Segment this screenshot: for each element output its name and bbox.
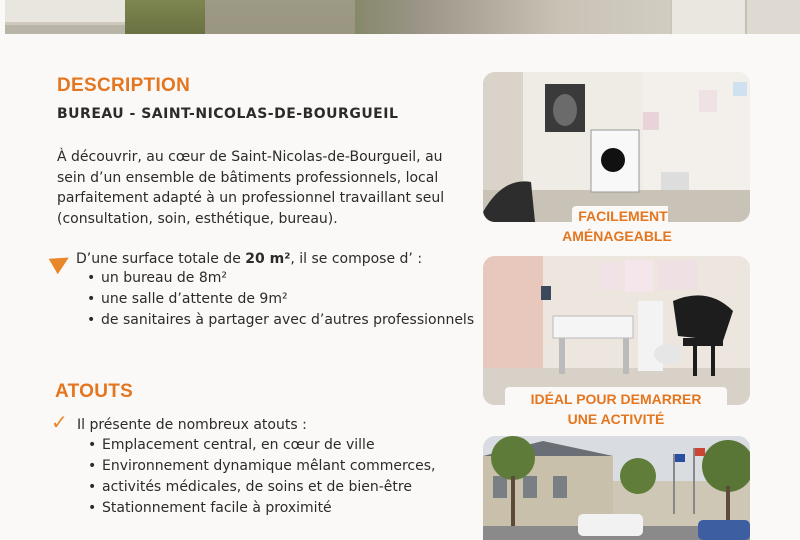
atouts-list	[88, 435, 436, 519]
list-item: • de sanitaires à partager avec d’autres professionnels	[87, 310, 474, 331]
list-item: • Environnement dynamique mêlant commerces,	[88, 456, 436, 477]
description-paragraph: À découvrir, au cœur de Saint-Nicolas-de-Bourgueil, au sein d’un ensemble de bâtiments professionnels, local parfaitement adapté à un professionnel travaillant seul (consultation, soin, esthétique, bureau).	[57, 149, 445, 227]
atouts-heading: ATOUTS	[55, 381, 134, 402]
photo-caption: FACILEMENT AMÉNAGEABLE	[562, 206, 678, 246]
triangle-bullet-icon	[49, 250, 74, 275]
street-view-photo	[483, 436, 750, 540]
beauty-room-photo	[483, 256, 750, 405]
room-list	[87, 268, 474, 331]
surface-line: D’une surface totale de 20 m², il se compose d’ :	[76, 251, 423, 267]
list-item: • un bureau de 8m²	[87, 268, 474, 289]
atouts-lead: Il présente de nombreux atouts :	[77, 417, 307, 433]
top-building-photo	[5, 0, 800, 34]
office-interior-photo	[483, 72, 750, 222]
list-item: • une salle d’attente de 9m²	[87, 289, 474, 310]
property-subtitle: BUREAU - SAINT-NICOLAS-DE-BOURGUEIL	[57, 106, 399, 122]
list-item: • Emplacement central, en cœur de ville	[88, 435, 436, 456]
photo-caption: IDÉAL POUR DEMARRER UNE ACTIVITÉ	[505, 387, 727, 431]
list-item: • Stationnement facile à proximité	[88, 498, 436, 519]
checkmark-icon: ✓	[51, 410, 68, 434]
list-item: • activités médicales, de soins et de bien-être	[88, 477, 436, 498]
description-heading: DESCRIPTION	[57, 75, 191, 96]
